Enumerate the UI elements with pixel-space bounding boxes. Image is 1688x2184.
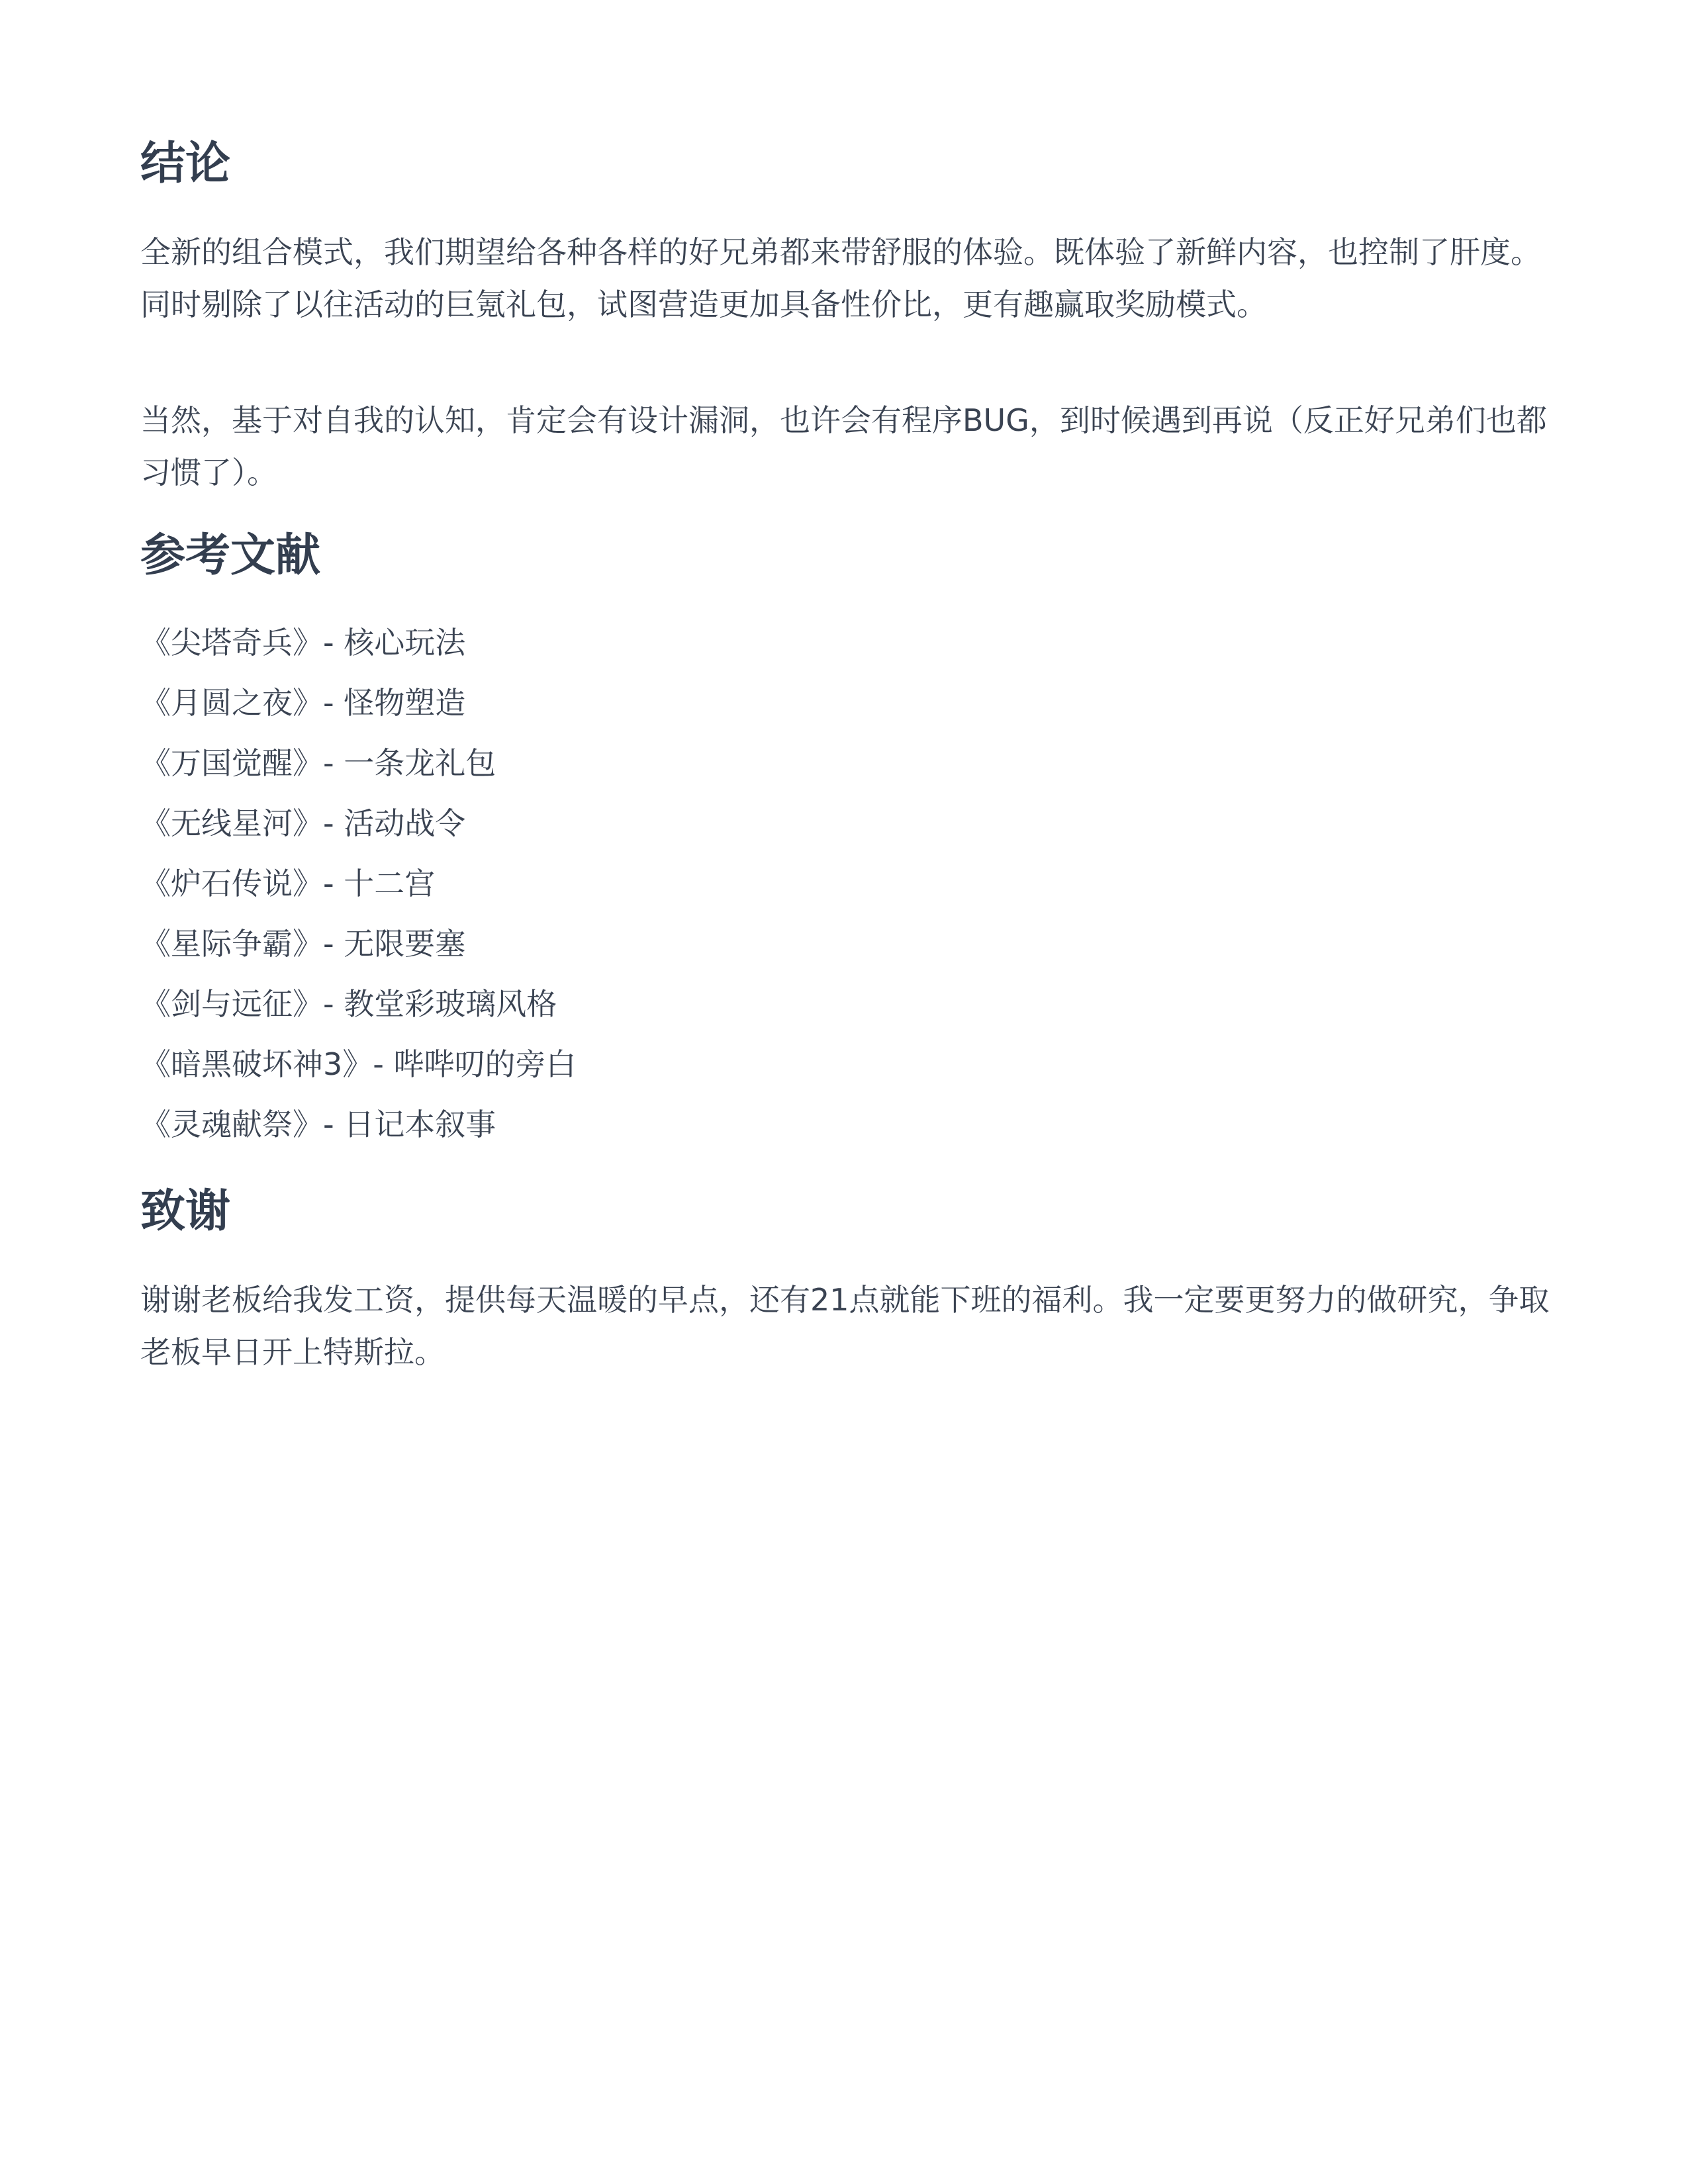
- conclusion-paragraph-1: 全新的组合模式，我们期望给各种各样的好兄弟都来带舒服的体验。既体验了新鲜内容，也控制了肝度。同时剔除了以往活动的巨氪礼包，试图营造更加具备性价比，更有趣赢取奖励模式。: [140, 234, 1541, 322]
- reference-item: 《炉石传说》- 十二宫: [140, 866, 436, 901]
- reference-item: 《万国觉醒》- 一条龙礼包: [140, 745, 496, 781]
- conclusion-paragraph-2: 当然，基于对自我的认知，肯定会有设计漏洞，也许会有程序BUG，到时候遇到再说（反正好兄弟们也都习惯了）。: [140, 402, 1547, 490]
- reference-item: 《月圆之夜》- 怪物塑造: [140, 685, 466, 721]
- references-heading: 参考文献: [140, 529, 321, 582]
- reference-item: 《尖塔奇兵》- 核心玩法: [140, 625, 466, 660]
- document-content: [140, 131, 1550, 1379]
- references-list: [140, 613, 1550, 1155]
- acknowledgements-paragraph: 谢谢老板给我发工资，提供每天温暖的早点，还有21点就能下班的福利。我一定要更努力的做研究，争取老板早日开上特斯拉。: [140, 1282, 1550, 1370]
- acknowledgements-heading: 致谢: [140, 1185, 231, 1238]
- reference-item: 《暗黑破坏神3》- 哔哔叨的旁白: [140, 1046, 577, 1082]
- conclusion-heading: 结论: [140, 138, 231, 190]
- reference-item: 《星际争霸》- 无限要塞: [140, 926, 466, 962]
- acknowledgements-section: [140, 1179, 1550, 1379]
- reference-item: 《灵魂献祭》- 日记本叙事: [140, 1107, 496, 1142]
- references-section: [140, 523, 1550, 1155]
- reference-item: 《剑与远征》- 教堂彩玻璃风格: [140, 986, 557, 1022]
- conclusion-section: [140, 131, 1550, 499]
- reference-item: 《无线星河》- 活动战令: [140, 805, 466, 841]
